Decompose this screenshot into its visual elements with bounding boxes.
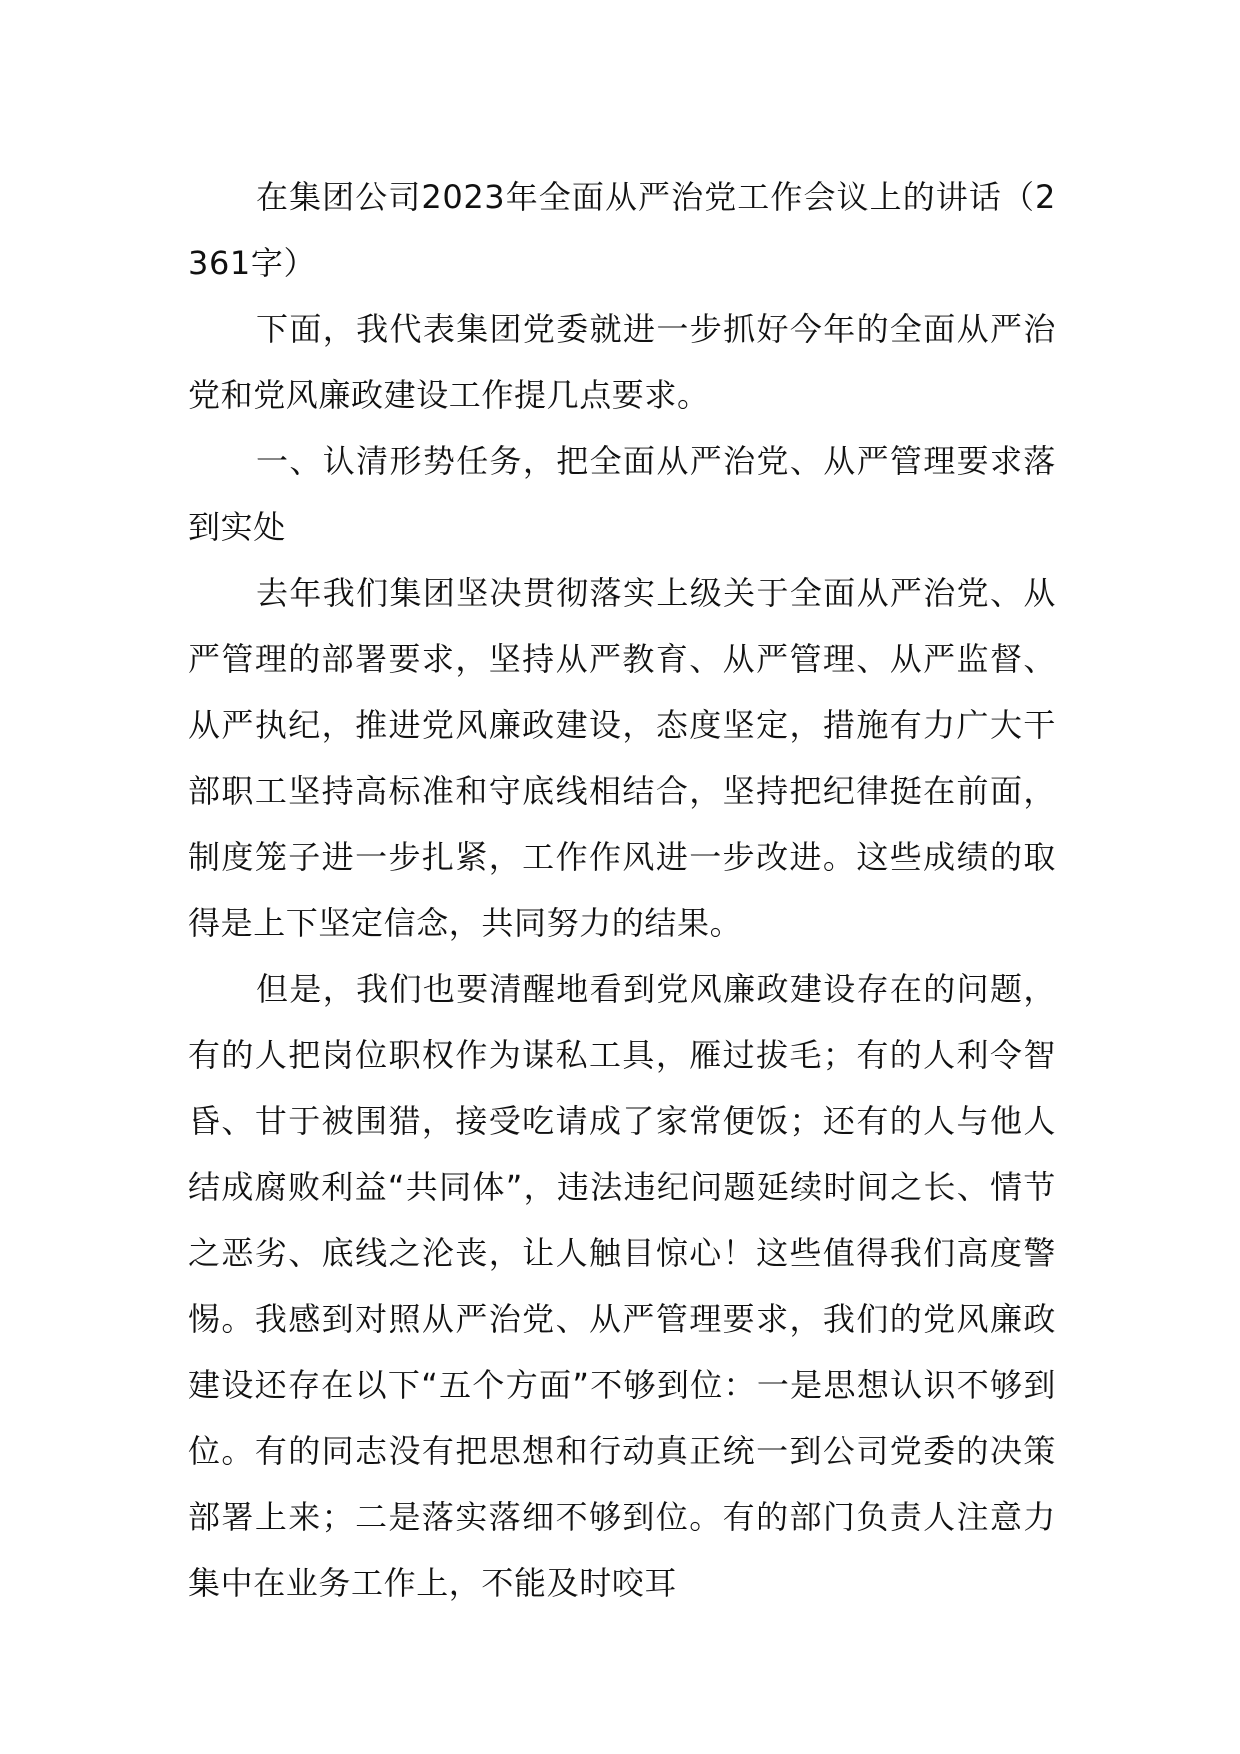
section-heading: 一、认清形势任务，把全面从严治党、从严管理要求落到实处: [188, 442, 1056, 546]
document-body: [188, 164, 1056, 1616]
document-title: 在集团公司2023年全面从严治党工作会议上的讲话（2361字）: [188, 178, 1056, 282]
intro-paragraph: 下面，我代表集团党委就进一步抓好今年的全面从严治党和党风廉政建设工作提几点要求。: [188, 310, 1056, 414]
body-paragraph: 但是，我们也要清醒地看到党风廉政建设存在的问题，有的人把岗位职权作为谋私工具，雁过拔毛；有的人利令智昏、甘于被围猎，接受吃请成了家常便饭；还有的人与他人结成腐败利益“共同体”，违法违纪问题延续时间之长、情节之恶劣、底线之沦丧，让人触目惊心！这些值得我们高度警惕。我感到对照从严治党、从严管理要求，我们的党风廉政建设还存在以下“五个方面”不够到位：一是思想认识不够到位。有的同志没有把思想和行动真正统一到公司党委的决策部署上来；二是落实落细不够到位。有的部门负责人注意力集中在业务工作上，不能及时咬耳: [188, 970, 1056, 1602]
body-paragraph: 去年我们集团坚决贯彻落实上级关于全面从严治党、从严管理的部署要求，坚持从严教育、从严管理、从严监督、从严执纪，推进党风廉政建设，态度坚定，措施有力广大干部职工坚持高标准和守底线相结合，坚持把纪律挺在前面，制度笼子进一步扎紧，工作作风进一步改进。这些成绩的取得是上下坚定信念，共同努力的结果。: [188, 574, 1056, 942]
